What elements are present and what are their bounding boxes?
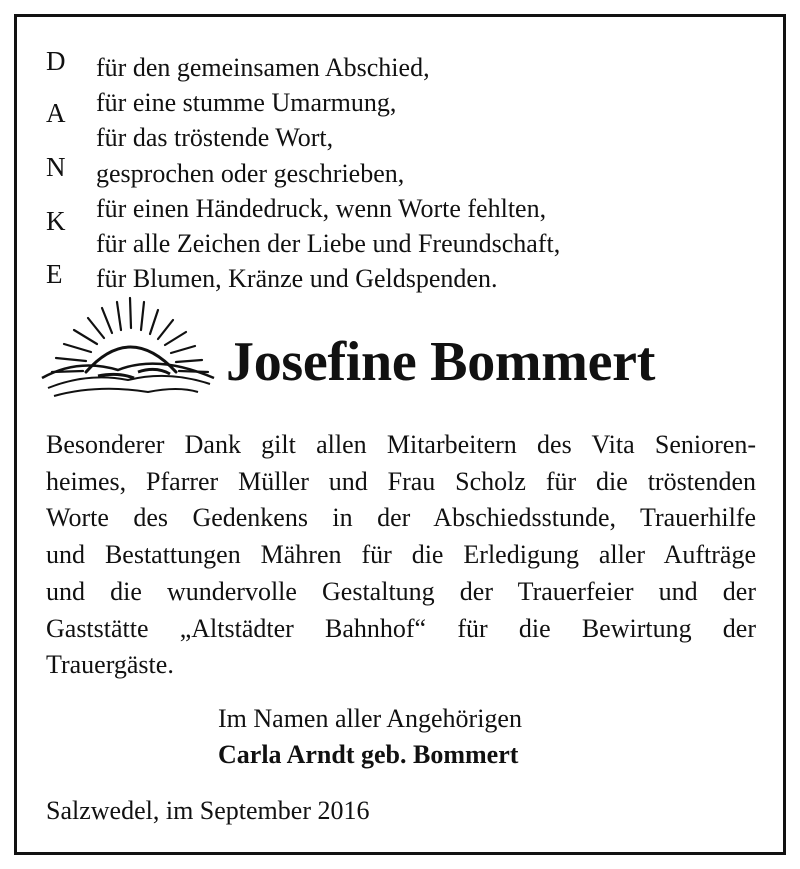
danke-line: für den gemeinsamen Abschied, <box>96 53 430 82</box>
danke-line: für alle Zeichen der Liebe und Freundschaft, <box>96 229 561 259</box>
danke-line: für einen Händedruck, wenn Worte fehlten, <box>96 193 547 223</box>
thanks-line: Trauergäste. <box>46 650 174 680</box>
thanks-line: und die wundervolle Gestaltung der Trauerfeier und der <box>46 576 756 606</box>
sunrise-over-hills-icon <box>38 292 218 407</box>
thanks-line: Worte des Gedenkens in der Abschiedsstunde, Trauerhilfe <box>46 503 756 533</box>
thanks-line: Besonderer Dank gilt allen Mitarbeitern des Vita Senioren- <box>46 430 756 459</box>
danke-line: gesprochen oder geschrieben, <box>96 158 405 188</box>
danke-line: für eine stumme Umarmung, <box>96 88 397 118</box>
place-date: Salzwedel, im September 2016 <box>46 796 370 825</box>
signature-block <box>218 701 522 773</box>
danke-line: für Blumen, Kränze und Geldspenden. <box>96 264 498 294</box>
danke-letter: N <box>46 152 66 182</box>
danke-letter: K <box>46 206 66 236</box>
signature-intro: Im Namen aller Angehörigen <box>218 704 522 733</box>
danke-lines <box>96 50 560 296</box>
thanks-paragraph <box>46 427 756 684</box>
thanks-line: heimes, Pfarrer Müller und Frau Scholz für die tröstenden <box>46 466 756 496</box>
danke-letter: E <box>46 259 63 289</box>
danke-line: für das tröstende Wort, <box>96 123 334 153</box>
signature-name: Carla Arndt geb. Bommert <box>218 740 519 769</box>
danke-letter: A <box>46 98 66 128</box>
deceased-name: Josefine Bommert <box>226 331 656 393</box>
danke-letter: D <box>46 46 66 76</box>
thanks-line: Gaststätte „Altstädter Bahnhof“ für die Bewirtung der <box>46 613 756 643</box>
thanks-line: und Bestattungen Mähren für die Erledigung aller Aufträge <box>46 540 756 570</box>
